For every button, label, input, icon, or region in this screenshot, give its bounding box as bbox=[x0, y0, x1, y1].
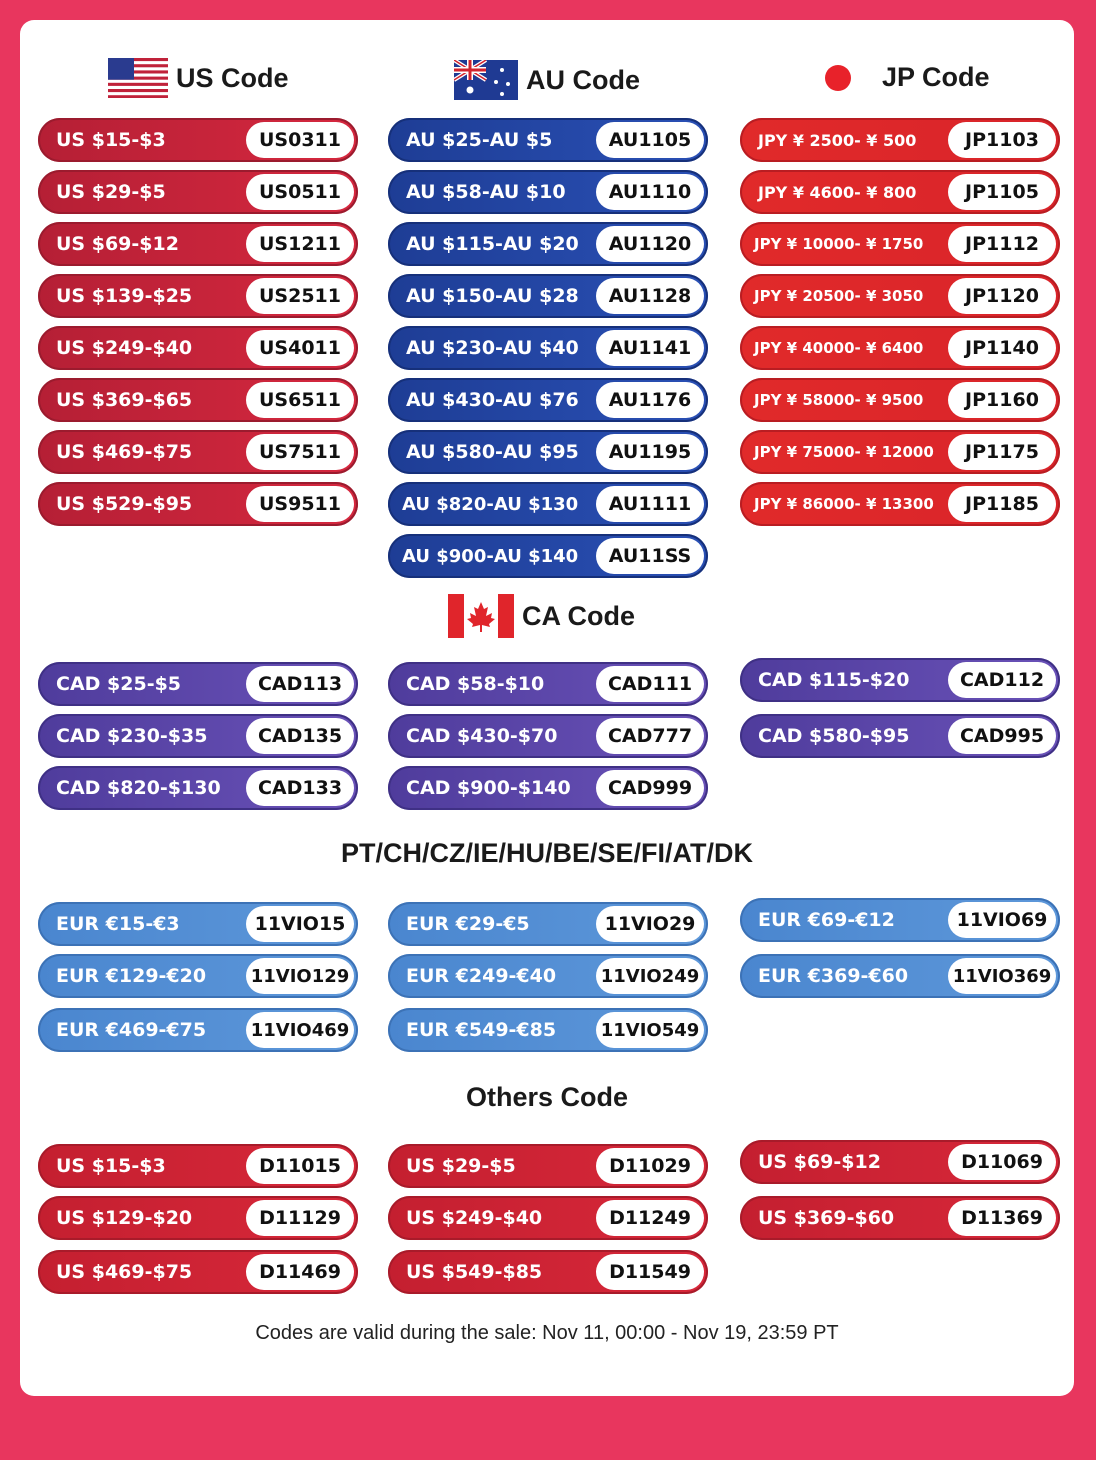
au-code-row bbox=[388, 378, 708, 422]
ca-code-value[interactable]: CAD777 bbox=[596, 718, 704, 754]
jp-code-row bbox=[740, 274, 1060, 318]
au-flag-icon bbox=[454, 60, 518, 100]
us-code-price: US $369-$65 bbox=[56, 389, 193, 411]
us-code-row bbox=[38, 274, 358, 318]
us-code-price: US $69-$12 bbox=[56, 233, 179, 255]
eu-code-value[interactable]: 11VIO249 bbox=[596, 958, 704, 994]
others-code-value[interactable]: D11015 bbox=[246, 1148, 354, 1184]
jp-code-price: JPY ¥ 75000- ¥ 12000 bbox=[754, 443, 934, 461]
au-code-row bbox=[388, 118, 708, 162]
us-heading-text: US Code bbox=[176, 62, 289, 93]
au-code-row bbox=[388, 170, 708, 214]
jp-code-value[interactable]: JP1120 bbox=[948, 278, 1056, 314]
others-code-value[interactable]: D11069 bbox=[948, 1144, 1056, 1180]
eu-code-row bbox=[740, 898, 1060, 942]
au-code-value[interactable]: AU1128 bbox=[596, 278, 704, 314]
ca-code-row bbox=[388, 662, 708, 706]
ca-code-value[interactable]: CAD135 bbox=[246, 718, 354, 754]
eu-code-value[interactable]: 11VIO469 bbox=[246, 1012, 354, 1048]
us-code-row bbox=[38, 326, 358, 370]
others-code-value[interactable]: D11249 bbox=[596, 1200, 704, 1236]
us-code-row bbox=[38, 430, 358, 474]
jp-code-value[interactable]: JP1185 bbox=[948, 486, 1056, 522]
jp-code-price: JPY ¥ 10000- ¥ 1750 bbox=[754, 235, 924, 253]
eu-code-row bbox=[388, 902, 708, 946]
us-code-value[interactable]: US4011 bbox=[246, 330, 354, 366]
eu-code-value[interactable]: 11VIO369 bbox=[948, 958, 1056, 994]
ca-code-price: CAD $580-$95 bbox=[758, 725, 910, 747]
jp-code-row bbox=[740, 430, 1060, 474]
us-code-row bbox=[38, 378, 358, 422]
au-code-price: AU $820-AU $130 bbox=[402, 493, 579, 515]
ca-code-row bbox=[38, 714, 358, 758]
others-code-value[interactable]: D11549 bbox=[596, 1254, 704, 1290]
jp-code-price: JPY ¥ 4600- ¥ 800 bbox=[758, 182, 917, 202]
us-code-row bbox=[38, 482, 358, 526]
ca-heading-text: CA Code bbox=[522, 600, 635, 631]
jp-code-row bbox=[740, 222, 1060, 266]
ca-code-row bbox=[740, 658, 1060, 702]
us-code-row bbox=[38, 170, 358, 214]
jp-code-value[interactable]: JP1160 bbox=[948, 382, 1056, 418]
others-code-price: US $69-$12 bbox=[758, 1151, 881, 1173]
au-heading-text: AU Code bbox=[526, 64, 640, 95]
au-code-price: AU $58-AU $10 bbox=[406, 181, 566, 203]
au-code-price: AU $230-AU $40 bbox=[406, 337, 579, 359]
au-code-row bbox=[388, 534, 708, 578]
au-code-price: AU $150-AU $28 bbox=[406, 285, 579, 307]
us-code-value[interactable]: US7511 bbox=[246, 434, 354, 470]
us-code-value[interactable]: US2511 bbox=[246, 278, 354, 314]
eu-code-row bbox=[38, 902, 358, 946]
jp-code-value[interactable]: JP1105 bbox=[948, 174, 1056, 210]
others-code-value[interactable]: D11129 bbox=[246, 1200, 354, 1236]
au-code-row bbox=[388, 326, 708, 370]
au-code-value[interactable]: AU1195 bbox=[596, 434, 704, 470]
au-code-value[interactable]: AU1176 bbox=[596, 382, 704, 418]
eu-code-price: EUR €549-€85 bbox=[406, 1019, 557, 1041]
others-code-price: US $369-$60 bbox=[758, 1207, 895, 1229]
us-heading bbox=[108, 58, 289, 98]
ca-heading bbox=[448, 594, 635, 638]
us-code-price: US $139-$25 bbox=[56, 285, 193, 307]
ca-code-price: CAD $900-$140 bbox=[406, 777, 571, 799]
jp-code-row bbox=[740, 378, 1060, 422]
others-code-row bbox=[38, 1196, 358, 1240]
others-code-row bbox=[740, 1140, 1060, 1184]
others-code-price: US $469-$75 bbox=[56, 1261, 193, 1283]
ca-flag-icon bbox=[448, 594, 514, 638]
ca-code-price: CAD $25-$5 bbox=[56, 673, 182, 695]
eu-code-price: EUR €15-€3 bbox=[56, 913, 180, 935]
others-code-price: US $29-$5 bbox=[406, 1155, 516, 1177]
ca-code-price: CAD $430-$70 bbox=[406, 725, 558, 747]
others-code-price: US $249-$40 bbox=[406, 1207, 543, 1229]
au-code-price: AU $430-AU $76 bbox=[406, 389, 579, 411]
us-code-price: US $469-$75 bbox=[56, 441, 193, 463]
jp-code-price: JPY ¥ 40000- ¥ 6400 bbox=[754, 339, 924, 357]
us-code-value[interactable]: US0311 bbox=[246, 122, 354, 158]
others-code-price: US $549-$85 bbox=[406, 1261, 543, 1283]
eu-code-value[interactable]: 11VIO129 bbox=[246, 958, 354, 994]
jp-code-value[interactable]: JP1103 bbox=[948, 122, 1056, 158]
au-code-value[interactable]: AU1105 bbox=[596, 122, 704, 158]
others-code-value[interactable]: D11469 bbox=[246, 1254, 354, 1290]
jp-heading-text: JP Code bbox=[882, 62, 990, 92]
us-code-value[interactable]: US0511 bbox=[246, 174, 354, 210]
ca-code-value[interactable]: CAD999 bbox=[596, 770, 704, 806]
ca-code-price: CAD $115-$20 bbox=[758, 669, 910, 691]
eu-code-row bbox=[388, 1008, 708, 1052]
ca-code-value[interactable]: CAD113 bbox=[246, 666, 354, 702]
au-code-value[interactable]: AU1111 bbox=[596, 486, 704, 522]
eu-code-row bbox=[38, 1008, 358, 1052]
jp-code-price: JPY ¥ 20500- ¥ 3050 bbox=[754, 287, 924, 305]
ca-code-price: CAD $58-$10 bbox=[406, 673, 545, 695]
eu-code-row bbox=[388, 954, 708, 998]
eu-code-value[interactable]: 11VIO15 bbox=[246, 906, 354, 942]
us-code-value[interactable]: US6511 bbox=[246, 382, 354, 418]
eu-code-price: EUR €129-€20 bbox=[56, 965, 207, 987]
eu-code-price: EUR €469-€75 bbox=[56, 1019, 207, 1041]
us-code-price: US $15-$3 bbox=[56, 129, 166, 151]
ca-code-value[interactable]: CAD133 bbox=[246, 770, 354, 806]
jp-code-row bbox=[740, 170, 1060, 214]
jp-flag-icon bbox=[824, 64, 852, 92]
us-code-row bbox=[38, 118, 358, 162]
ca-code-value[interactable]: CAD995 bbox=[948, 718, 1056, 754]
jp-code-price: JPY ¥ 58000- ¥ 9500 bbox=[754, 391, 924, 409]
au-code-row bbox=[388, 430, 708, 474]
jp-code-row bbox=[740, 326, 1060, 370]
jp-code-price: JPY ¥ 2500- ¥ 500 bbox=[758, 130, 917, 150]
jp-code-value[interactable]: JP1175 bbox=[948, 434, 1056, 470]
others-code-row bbox=[388, 1196, 708, 1240]
eu-code-value[interactable]: 11VIO549 bbox=[596, 1012, 704, 1048]
ca-code-price: CAD $820-$130 bbox=[56, 777, 221, 799]
ca-code-row bbox=[38, 766, 358, 810]
others-code-price: US $129-$20 bbox=[56, 1207, 193, 1229]
us-flag-icon bbox=[108, 58, 168, 98]
eu-code-value[interactable]: 11VIO29 bbox=[596, 906, 704, 942]
others-code-row bbox=[38, 1250, 358, 1294]
us-code-value[interactable]: US1211 bbox=[246, 226, 354, 262]
eu-code-price: EUR €369-€60 bbox=[758, 965, 909, 987]
ca-code-row bbox=[38, 662, 358, 706]
others-code-row bbox=[38, 1144, 358, 1188]
promo-card bbox=[20, 20, 1074, 1396]
us-code-price: US $529-$95 bbox=[56, 493, 193, 515]
au-heading bbox=[454, 60, 640, 100]
jp-heading bbox=[824, 62, 990, 93]
jp-code-value[interactable]: JP1140 bbox=[948, 330, 1056, 366]
others-code-value[interactable]: D11369 bbox=[948, 1200, 1056, 1236]
jp-code-price: JPY ¥ 86000- ¥ 13300 bbox=[754, 495, 934, 513]
au-code-value[interactable]: AU1110 bbox=[596, 174, 704, 210]
au-code-value[interactable]: AU11SS bbox=[596, 538, 704, 574]
eu-code-price: EUR €249-€40 bbox=[406, 965, 557, 987]
us-code-price: US $249-$40 bbox=[56, 337, 193, 359]
jp-code-row bbox=[740, 118, 1060, 162]
eu-code-value[interactable]: 11VIO69 bbox=[948, 902, 1056, 938]
eu-heading: PT/CH/CZ/IE/HU/BE/SE/FI/AT/DK bbox=[340, 838, 753, 868]
others-code-row bbox=[740, 1196, 1060, 1240]
au-code-price: AU $900-AU $140 bbox=[402, 545, 579, 567]
ca-code-price: CAD $230-$35 bbox=[56, 725, 208, 747]
au-code-price: AU $580-AU $95 bbox=[406, 441, 579, 463]
au-code-price: AU $25-AU $5 bbox=[406, 129, 553, 151]
au-code-value[interactable]: AU1141 bbox=[596, 330, 704, 366]
validity-note: Codes are valid during the sale: Nov 11, 00:00 - Nov 19, 23:59 PT bbox=[255, 1322, 839, 1344]
au-code-row bbox=[388, 222, 708, 266]
eu-code-row bbox=[38, 954, 358, 998]
au-code-row bbox=[388, 482, 708, 526]
ca-code-row bbox=[740, 714, 1060, 758]
jp-code-row bbox=[740, 482, 1060, 526]
others-code-value[interactable]: D11029 bbox=[596, 1148, 704, 1184]
us-code-row bbox=[38, 222, 358, 266]
others-heading: Others Code bbox=[465, 1082, 629, 1112]
eu-code-price: EUR €29-€5 bbox=[406, 913, 530, 935]
us-code-price: US $29-$5 bbox=[56, 181, 166, 203]
others-code-row bbox=[388, 1144, 708, 1188]
jp-code-value[interactable]: JP1112 bbox=[948, 226, 1056, 262]
ca-code-row bbox=[388, 714, 708, 758]
us-code-value[interactable]: US9511 bbox=[246, 486, 354, 522]
au-code-price: AU $115-AU $20 bbox=[406, 233, 579, 255]
eu-code-row bbox=[740, 954, 1060, 998]
ca-code-value[interactable]: CAD111 bbox=[596, 666, 704, 702]
au-code-row bbox=[388, 274, 708, 318]
au-code-value[interactable]: AU1120 bbox=[596, 226, 704, 262]
eu-code-price: EUR €69-€12 bbox=[758, 909, 895, 931]
others-code-row bbox=[388, 1250, 708, 1294]
others-code-price: US $15-$3 bbox=[56, 1155, 166, 1177]
ca-code-value[interactable]: CAD112 bbox=[948, 662, 1056, 698]
ca-code-row bbox=[388, 766, 708, 810]
